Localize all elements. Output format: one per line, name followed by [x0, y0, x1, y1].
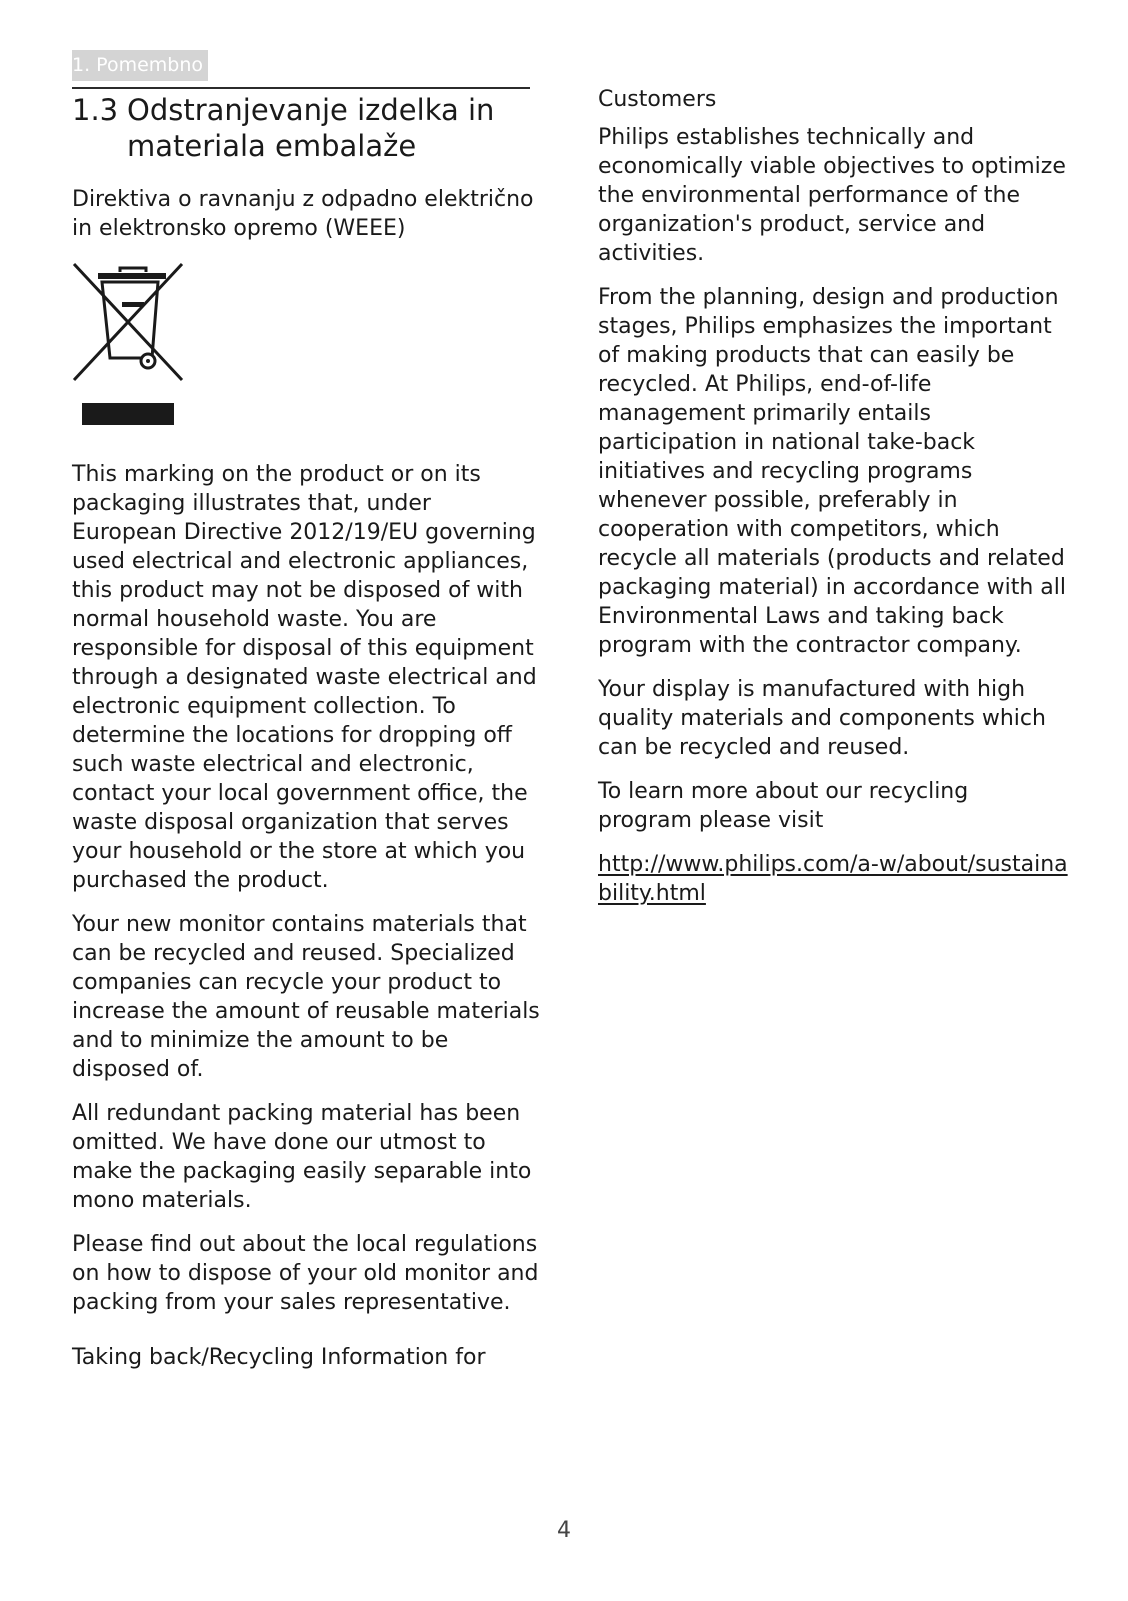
page-number: 4	[557, 1518, 571, 1543]
heading-text: Odstranjevanje izdelka in materiala embalaže	[127, 93, 495, 163]
paragraph: All redundant packing material has been omitted. We have done our utmost to make the packaging easily separable into mono materials.	[72, 1101, 532, 1213]
left-column	[72, 92, 542, 1387]
paragraph: To learn more about our recycling program please visit	[598, 779, 969, 833]
recycling-program-link[interactable]: http://www.philips.com/a-w/about/sustainability.html	[598, 852, 1068, 906]
right-column	[598, 85, 1068, 923]
paragraph: This marking on the product or on its packaging illustrates that, under European Directive 2012/19/EU governing used electrical and electronic appliances, this product may not be disposed of with normal household waste. You are responsible for disposal of this equipment through a designated waste electrical and electronic equipment collection. To determine the locations for dropping off such waste electrical and electronic, contact your local government office, the waste disposal organization that serves your household or the store at which you purchased the product.	[72, 462, 537, 893]
paragraph: Your display is manufactured with high quality materials and components which can be recycled and reused.	[598, 677, 1046, 760]
paragraph: From the planning, design and production stages, Philips emphasizes the important of making products that can easily be recycled. At Philips, end-of-life management primarily entails participation in national take-back initiatives and recycling programs whenever possible, preferably in cooperation with competitors, which recycle all materials (products and related packaging material) in accordance with all Environmental Laws and taking back program with the contractor company.	[598, 285, 1066, 658]
weee-directive-title: Direktiva o ravnanju z odpadno električno in elektronsko opremo (WEEE)	[72, 187, 534, 241]
paragraph-tail: Taking back/Recycling Information for	[72, 1345, 486, 1370]
recycling-link-wrapper	[598, 850, 1068, 908]
customers-label: Customers	[598, 87, 717, 112]
section-heading	[72, 92, 542, 164]
section-tab: 1. Pomembno	[72, 50, 208, 81]
heading-number: 1.3	[72, 93, 119, 127]
paragraph: Please find out about the local regulations on how to dispose of your old monitor and packing from your sales representative.	[72, 1232, 539, 1315]
paragraph: Philips establishes technically and economically viable objectives to optimize the environmental performance of the organization's product, service and activities.	[598, 125, 1066, 266]
weee-bin-icon	[72, 258, 188, 428]
paragraph: Your new monitor contains materials that can be recycled and reused. Specialized companies can recycle your product to increase the amount of reusable materials and to minimize the amount to be disposed of.	[72, 912, 540, 1082]
heading-rule	[72, 87, 530, 89]
